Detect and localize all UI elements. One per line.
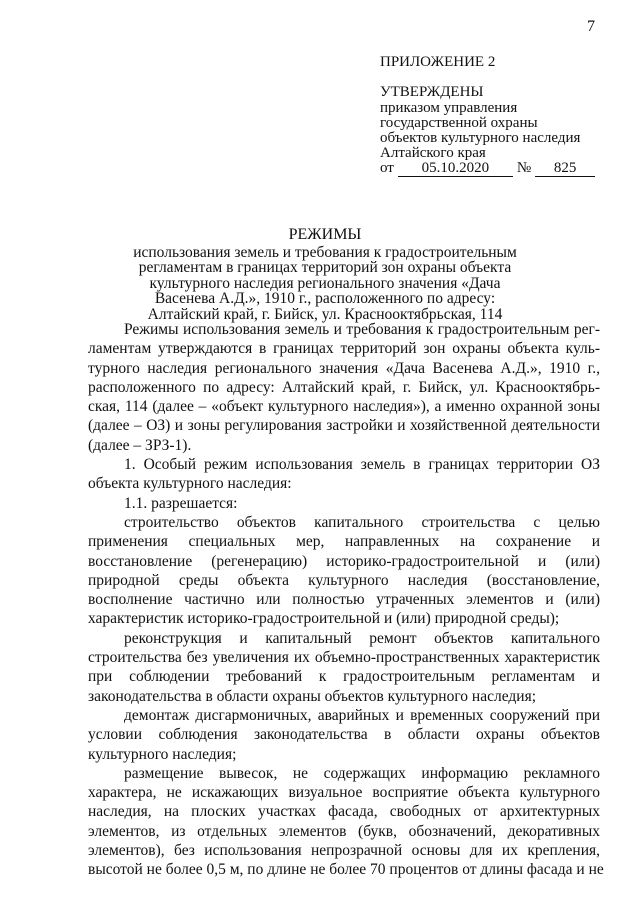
body-line: законодательства в области охраны объектов культурного наследия; [88,687,537,705]
body-line: расположенного по адресу: Алтайский край, г. Бийск, ул. Краснооктябрь- [88,378,600,396]
approval-block [380,55,595,177]
body-line: 1. Особый режим использования земель в границах территории ОЗ [124,456,600,474]
title-line: Васенева А.Д.», 1910 г., расположенного по адресу: [154,290,496,307]
body-line: Режимы использования земель и требования к градостроительным рег- [124,321,600,338]
body-line: применения специальных мер, направленных на сохранение и [88,533,600,551]
body-line: демонтаж дисгармоничных, аварийных и временных сооружений при [124,706,600,724]
body-line: наследия, на плоских участках фасада, свободных от архитектурных [88,803,600,821]
from-label: от [380,160,394,176]
body-line: размещение вывесок, не содержащих информацию рекламного [124,764,600,782]
body-line: элементов), без использования непрозрачной основы для их крепления, [88,842,600,860]
body-line: элементов, из отдельных элементов (букв, обозначений, декоративных [88,822,600,840]
body-line: ская, 114 (далее – «объект культурного наследия»), а именно охранной зоны [88,398,600,416]
body-line: при соблюдении требований к градостроительным регламентам и [88,668,600,686]
body-line: (далее – ОЗ) и зоны регулирования застройки и хозяйственной деятельности [88,417,600,435]
body-line: восполнение частично или полностью утраченных элементов и (или) [88,591,600,609]
approval-line: приказом управления [380,100,518,116]
body-line: ламентам утверждаются в границах территорий зон охраны объекта куль- [88,340,600,358]
order-date-number [380,161,595,177]
order-date: 05.10.2020 [398,161,513,177]
body-line: характеристик историко-градостроительной и (или) природной среды); [88,610,560,628]
body-line: культурного наследия; [88,745,237,763]
body-line: восстановление (регенерацию) историко-градостроительной и (или) [88,552,600,570]
body-line: строительство объектов капитального строительства с целью [124,513,600,531]
body-line: природной среды объекта культурного наследия (восстановление, [88,571,600,589]
appendix-label: ПРИЛОЖЕНИЕ 2 [380,54,496,70]
title-line: культурного наследия регионального значения «Дача [149,274,501,292]
body-line: реконструкция и капитальный ремонт объектов капитального [124,629,600,647]
body-line: строительства без увеличения их объемно-пространственных характеристик [88,649,600,667]
number-label: № [516,160,532,176]
title-line: использования земель и требования к градостроительным [133,243,517,261]
document-title [110,227,540,322]
order-number: 825 [535,161,595,177]
approved-heading: УТВЕРЖДЕНЫ [380,84,484,100]
body-line: объекта культурного наследия: [88,475,292,493]
body-text [88,320,604,880]
approval-line: Алтайского края [380,145,486,161]
title-line: Алтайский край, г. Бийск, ул. Краснооктябрьская, 114 [147,305,503,323]
page-number: 7 [587,18,595,35]
title-line: регламентам в границах территорий зон охраны объекта [138,259,512,276]
body-line: высотой не более 0,5 м, по длине не более 70 процентов от длины фасада и не [88,861,604,879]
body-line: условии соблюдения законодательства в области охраны объектов [88,726,600,744]
approval-line: объектов культурного наследия [380,130,581,146]
approval-line: государственной охраны [380,115,538,131]
body-line: турного наследия регионального значения «Дача Васенева А.Д.», 1910 г., [88,359,600,377]
body-line: (далее – ЗРЗ-1). [88,436,192,454]
title-heading: РЕЖИМЫ [288,226,362,243]
body-line: характера, не искажающих визуальное восприятие объекта культурного [88,784,600,802]
body-line: 1.1. разрешается: [124,494,238,512]
